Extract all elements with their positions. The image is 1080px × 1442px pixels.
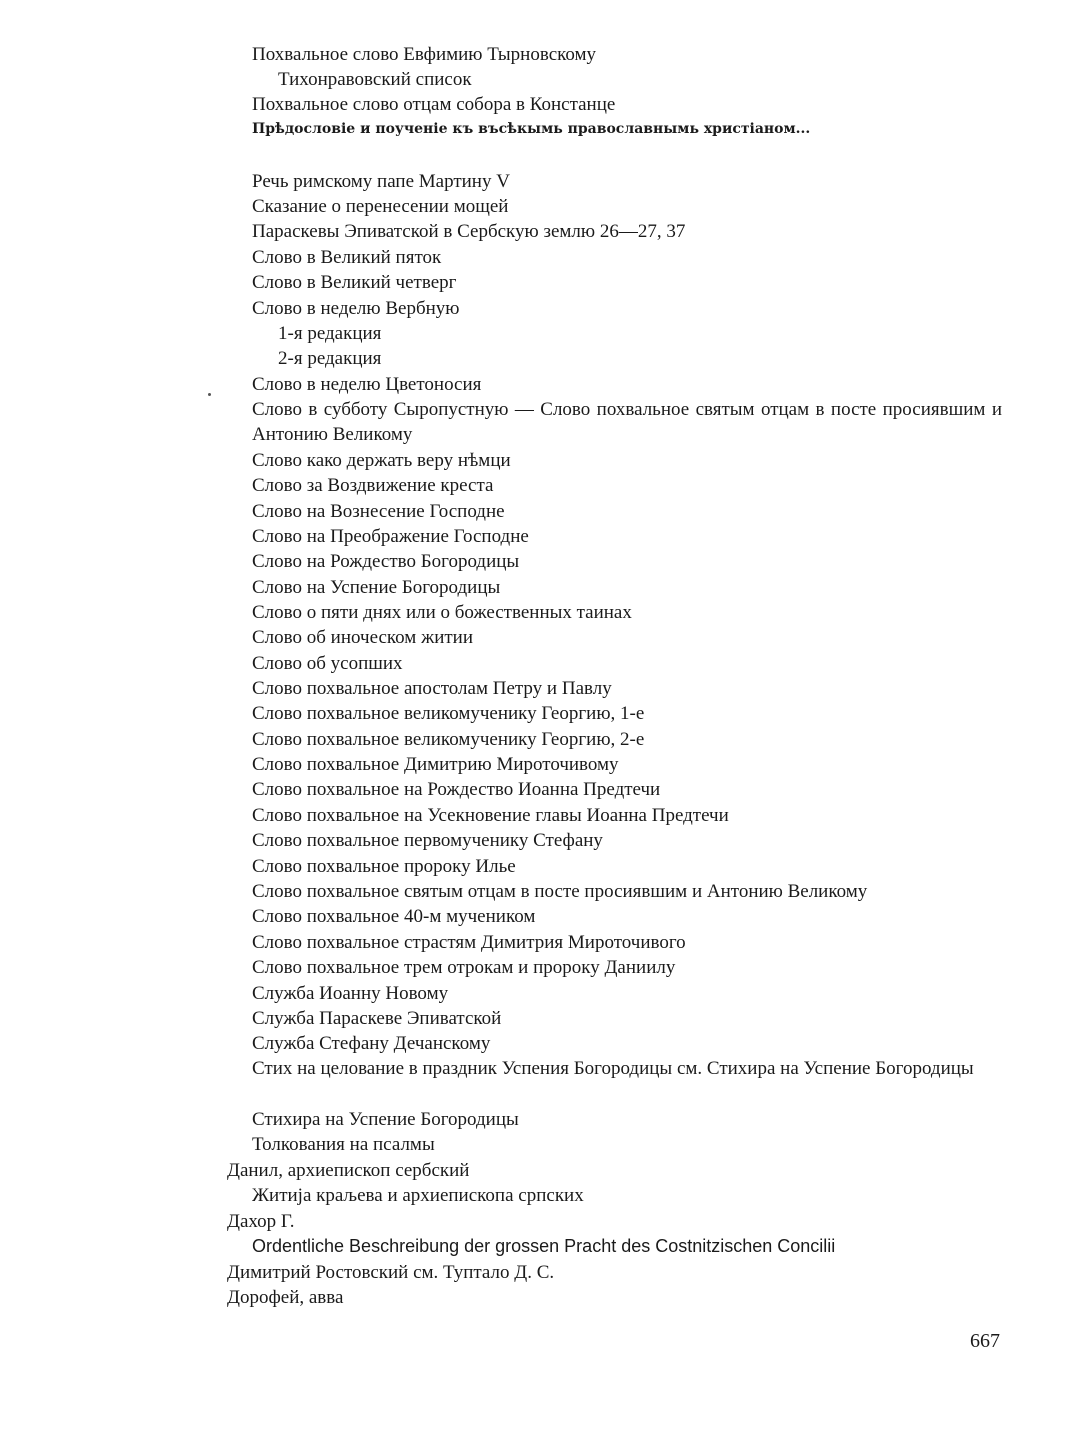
index-entry: Слово об иноческом житии <box>252 627 474 648</box>
index-entry: Слово похвальное на Усекновение главы Иоанна Предтечи <box>252 805 729 826</box>
index-entry: Слово на Преображение Господне <box>252 526 529 547</box>
index-entry: Слово похвальное первомученику Стефану <box>252 830 603 851</box>
index-entry: Параскевы Эпиватской в Сербскую землю 26—27, 37 <box>252 221 686 242</box>
index-entry: Стих на целование в праздник Успения Богородицы см. Стихира на Успение Богородицы <box>252 1058 974 1079</box>
index-entry: Слово похвальное апостолам Петру и Павлу <box>252 678 612 699</box>
index-entry: Служба Стефану Дечанскому <box>252 1033 491 1054</box>
index-entry: Слово похвальное страстям Димитрия Мироточивого <box>252 932 686 953</box>
index-entry: Слово на Рождество Богородицы <box>252 551 520 572</box>
index-entry: Слово похвальное на Рождество Иоанна Предтечи <box>252 779 661 800</box>
index-entry: Служба Иоанну Новому <box>252 983 449 1004</box>
index-entry: Ordentliche Beschreibung der grossen Pracht des Costnitzischen Concilii <box>252 1236 836 1256</box>
index-entry: Служба Параскеве Эпиватской <box>252 1008 502 1029</box>
index-entry: Слово на Вознесение Господне <box>252 501 505 522</box>
index-entry: Слово в неделю Цветоносия <box>252 374 482 395</box>
index-entry: Толкования на псалмы <box>252 1134 435 1155</box>
index-entry: Слово в Великий четверг <box>252 272 457 293</box>
index-entry: Сказание о перенесении мощей <box>252 196 509 217</box>
index-entry: Стихира на Успение Богородицы <box>252 1109 519 1130</box>
index-subentry: 1-я редакция <box>278 323 382 344</box>
index-entry: Слово об усопших <box>252 653 403 674</box>
scan-speck <box>208 393 211 396</box>
index-entry: Слово похвальное великомученику Георгию, 1-е <box>252 703 645 724</box>
index-entry: Слово в субботу Сыропустную — Слово похвальное святым отцам в посте просиявшим и Антонию Великому <box>252 399 1002 445</box>
index-entry: Слово похвальное святым отцам в посте просиявшим и Антонию Великому <box>252 881 868 902</box>
page-number: 667 <box>970 1330 1000 1352</box>
index-entry: Слово како держать веру нѣмци <box>252 450 511 471</box>
index-entry: Слово о пяти днях или о божественных таинах <box>252 602 632 623</box>
index-entry: Похвальное слово отцам собора в Констанце <box>252 94 616 115</box>
index-entry: Похвальное слово Евфимию Тырновскому <box>252 44 597 65</box>
index-entry: Слово похвальное 40-м мучеником <box>252 906 536 927</box>
index-author: Данил, архиепископ сербский <box>227 1160 470 1181</box>
index-author: Дорофей, авва <box>227 1287 344 1308</box>
index-entry: Житија краљева и архиепископа српских <box>252 1185 584 1206</box>
index-entry: Слово в Великий пяток <box>252 247 442 268</box>
index-author: Димитрий Ростовский см. Туптало Д. С. <box>227 1262 555 1283</box>
index-entry: Слово на Успение Богородицы <box>252 577 501 598</box>
index-entry: Слово похвальное пророку Илье <box>252 856 516 877</box>
index-entry: Слово похвальное трем отрокам и пророку Даниилу <box>252 957 676 978</box>
index-entry: Слово похвальное великомученику Георгию, 2-е <box>252 729 645 750</box>
index-entry: Слово в неделю Вербную <box>252 298 460 319</box>
index-entry: Слово за Воздвижение креста <box>252 475 494 496</box>
index-entry: Слово похвальное Димитрию Мироточивому <box>252 754 619 775</box>
index-author: Дахор Г. <box>227 1211 295 1232</box>
index-entry-slavonic: Прѣдословіе и поученіе къ въсѣкымь православнымь христіаном... <box>252 121 811 137</box>
index-subentry: 2-я редакция <box>278 348 382 369</box>
index-subentry: Тихонравовский список <box>278 69 472 90</box>
index-entry: Речь римскому папе Мартину V <box>252 171 510 192</box>
